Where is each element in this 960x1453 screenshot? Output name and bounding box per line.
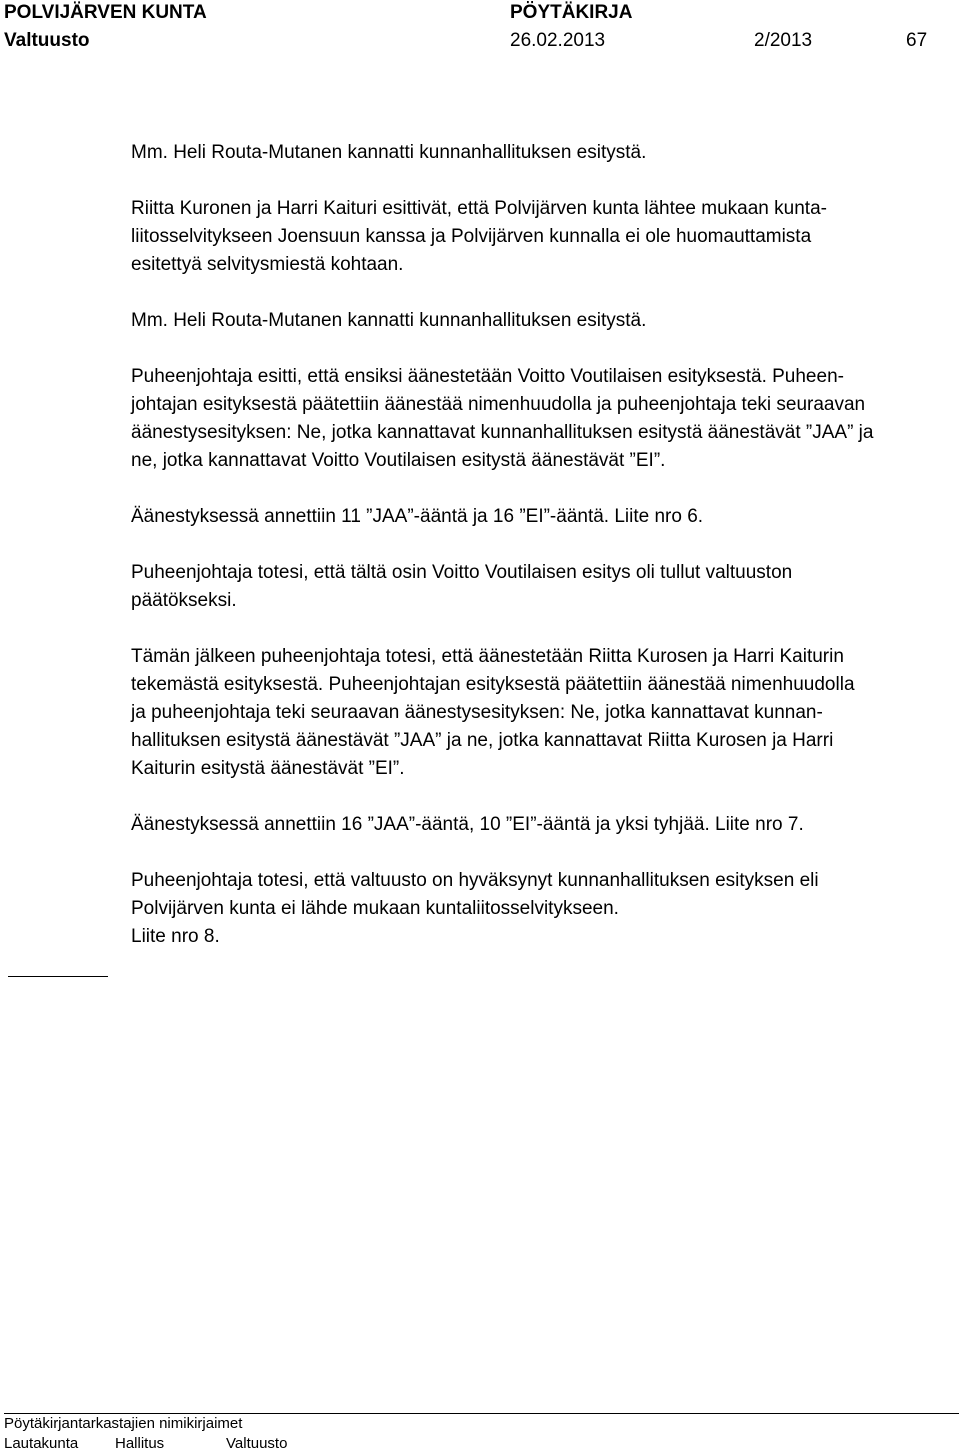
document-type: PÖYTÄKIRJA <box>510 2 633 23</box>
footer-item-hallitus: Hallitus <box>115 1435 165 1452</box>
issue-number: 2/2013 <box>754 30 813 51</box>
paragraph-final-decision <box>131 867 953 951</box>
text-line: äänestysesityksen: Ne, jotka kannattavat kunnanhallituksen esitystä äänestävät ”JAA” ja <box>131 422 874 443</box>
footer-initials-title: Pöytäkirjantarkastajien nimikirjaimet <box>4 1415 243 1432</box>
text-line: ne, jotka kannattavat Voitto Voutilaisen esitystä äänestävät ”EI”. <box>131 450 666 471</box>
paragraph-first-decision <box>131 559 953 615</box>
organization-name: POLVIJÄRVEN KUNTA <box>4 2 207 23</box>
text-line: Äänestyksessä annettiin 16 ”JAA”-ääntä, 10 ”EI”-ääntä ja yksi tyhjää. Liite nro 7. <box>131 814 804 835</box>
text-line: johtajan esityksestä päätettiin äänestää nimenhuudolla ja puheenjohtaja teki seuraavan <box>131 394 866 415</box>
text-line: Mm. Heli Routa-Mutanen kannatti kunnanhallituksen esitystä. <box>131 142 647 163</box>
text-line: Liite nro 8. <box>131 926 220 947</box>
text-line: Tämän jälkeen puheenjohtaja totesi, että äänestetään Riitta Kurosen ja Harri Kaiturin <box>131 646 844 667</box>
text-line: liitosselvitykseen Joensuun kanssa ja Polvijärven kunnalla ei ole huomauttamista <box>131 226 812 247</box>
text-line: esitettyä selvitysmiestä kohtaan. <box>131 254 404 275</box>
paragraph-first-vote-proposal <box>131 363 953 475</box>
text-line: ja puheenjohtaja teki seuraavan äänestysesityksen: Ne, jotka kannattavat kunnan- <box>131 702 823 723</box>
paragraph-proposal-kuronen-kaituri <box>131 195 953 279</box>
text-line: tekemästä esityksestä. Puheenjohtajan esityksestä päätettiin äänestää nimenhuudolla <box>131 674 855 695</box>
text-line: Kaiturin esitystä äänestävät ”EI”. <box>131 758 405 779</box>
section-divider <box>8 976 108 977</box>
footer-divider <box>4 1413 959 1414</box>
paragraph-support-2 <box>131 307 953 335</box>
page-number: 67 <box>906 30 928 51</box>
paragraph-second-vote-proposal <box>131 643 953 783</box>
text-line: Mm. Heli Routa-Mutanen kannatti kunnanhallituksen esitystä. <box>131 310 647 331</box>
paragraph-first-vote-result <box>131 503 953 531</box>
paragraph-support-1 <box>131 139 953 167</box>
footer-item-lautakunta: Lautakunta <box>4 1435 79 1452</box>
text-line: Puheenjohtaja esitti, että ensiksi äänestetään Voitto Voutilaisen esityksestä. Puheen- <box>131 366 844 387</box>
text-line: Puheenjohtaja totesi, että valtuusto on hyväksynyt kunnanhallituksen esityksen eli <box>131 870 819 891</box>
text-line: päätökseksi. <box>131 590 237 611</box>
meeting-date: 26.02.2013 <box>510 30 606 51</box>
paragraph-second-vote-result <box>131 811 953 839</box>
text-line: Riitta Kuronen ja Harri Kaituri esittivät, että Polvijärven kunta lähtee mukaan kunta- <box>131 198 827 219</box>
text-line: Äänestyksessä annettiin 11 ”JAA”-ääntä ja 16 ”EI”-ääntä. Liite nro 6. <box>131 506 704 527</box>
text-line: Puheenjohtaja totesi, että tältä osin Voitto Voutilaisen esitys oli tullut valtuuston <box>131 562 793 583</box>
meeting-body: Valtuusto <box>4 30 90 51</box>
text-line: Polvijärven kunta ei lähde mukaan kuntaliitosselvitykseen. <box>131 898 619 919</box>
text-line: hallituksen esitystä äänestävät ”JAA” ja ne, jotka kannattavat Riitta Kurosen ja Harri <box>131 730 834 751</box>
footer-item-valtuusto: Valtuusto <box>226 1435 288 1452</box>
